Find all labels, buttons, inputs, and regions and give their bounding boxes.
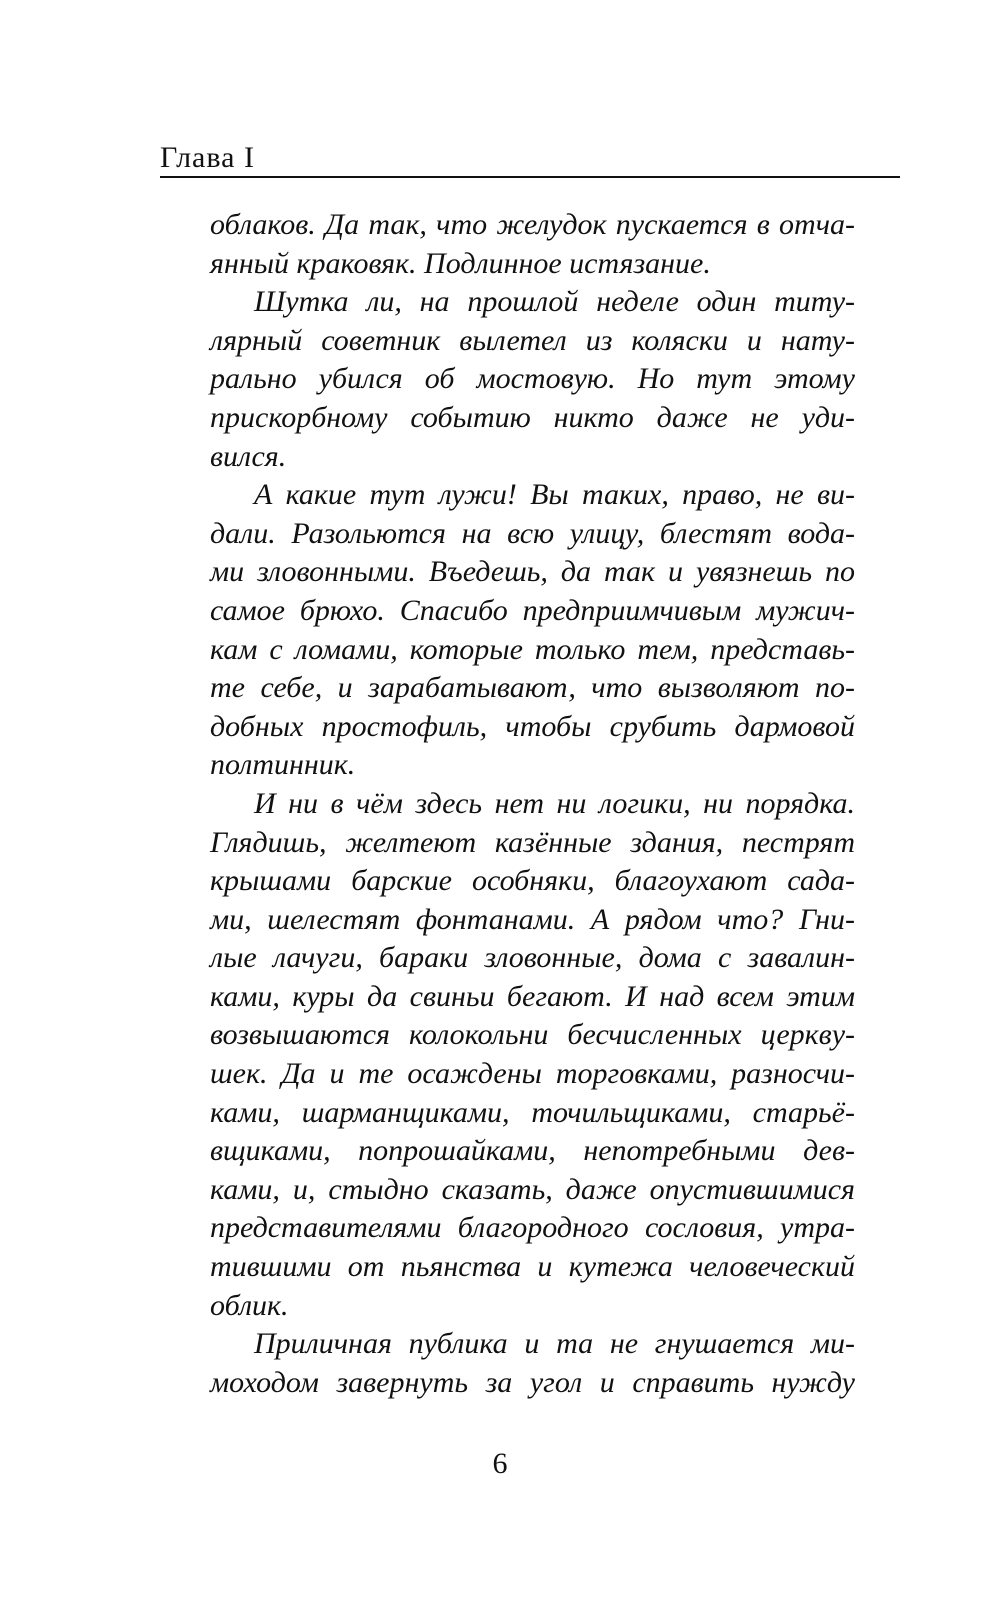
running-head: Глава I — [160, 141, 255, 174]
text-line: крышами барские особняки, благоухают сада- — [210, 864, 855, 898]
text-line: тившими от пьянства и кутежа человеческий — [210, 1250, 855, 1284]
text-line: лярный советник вылетел из коляски и нату- — [210, 323, 855, 357]
text-line: облик. — [210, 1288, 289, 1322]
text-line: Приличная публика и та не гнушается ми- — [254, 1327, 855, 1361]
text-line: Глядишь, желтеют казённые здания, пестрят — [210, 825, 855, 859]
text-line: И ни в чём здесь нет ни логики, ни порядка. — [254, 786, 855, 820]
page-body — [210, 206, 855, 1402]
text-line: самое брюхо. Спасибо предприимчивым мужич- — [210, 593, 855, 627]
text-line: представителями благородного сословия, утра- — [210, 1211, 855, 1245]
text-line: облаков. Да так, что желудок пускается в отча- — [210, 208, 855, 241]
text-line: лые лачуги, бараки зловонные, дома с завалин- — [210, 941, 855, 975]
text-line: моходом завернуть за угол и справить нужду — [210, 1365, 855, 1399]
text-line: кам с ломами, которые только тем, представь- — [210, 632, 855, 666]
text-line: прискорбному событию никто даже не уди- — [210, 400, 855, 434]
text-line: ками, шарманщиками, точильщиками, старьё- — [210, 1095, 855, 1129]
text-line: вщиками, попрошайками, непотребными дев- — [210, 1134, 855, 1168]
text-line: А какие тут лужи! Вы таких, право, не ви- — [254, 478, 855, 512]
page-number: 6 — [492, 1447, 508, 1480]
text-line: ми, шелестят фонтанами. А рядом что? Гни- — [210, 902, 855, 936]
text-line: вился. — [210, 439, 287, 473]
text-line: ками, куры да свиньи бегают. И над всем этим — [210, 979, 855, 1013]
text-line: дали. Разольются на всю улицу, блестят вода- — [210, 516, 855, 550]
text-line: те себе, и зарабатывают, что вызволяют по- — [210, 671, 855, 705]
text-line: янный краковяк. Подлинное истязание. — [210, 246, 711, 280]
text-line: полтинник. — [210, 748, 356, 782]
text-line: Шутка ли, на прошлой неделе один титу- — [254, 285, 855, 319]
text-line: ками, и, стыдно сказать, даже опустившимися — [210, 1172, 855, 1206]
text-line: возвышаются колокольни бесчисленных церкву- — [210, 1018, 855, 1052]
text-line: шек. Да и те осаждены торговками, разносчи- — [210, 1057, 855, 1091]
text-line: ми зловонными. Въедешь, да так и увязнешь по — [210, 555, 855, 589]
header-rule — [160, 176, 900, 178]
text-line: добных простофиль, чтобы срубить дармовой — [210, 709, 855, 743]
text-line: рально убился об мостовую. Но тут этому — [210, 362, 855, 396]
